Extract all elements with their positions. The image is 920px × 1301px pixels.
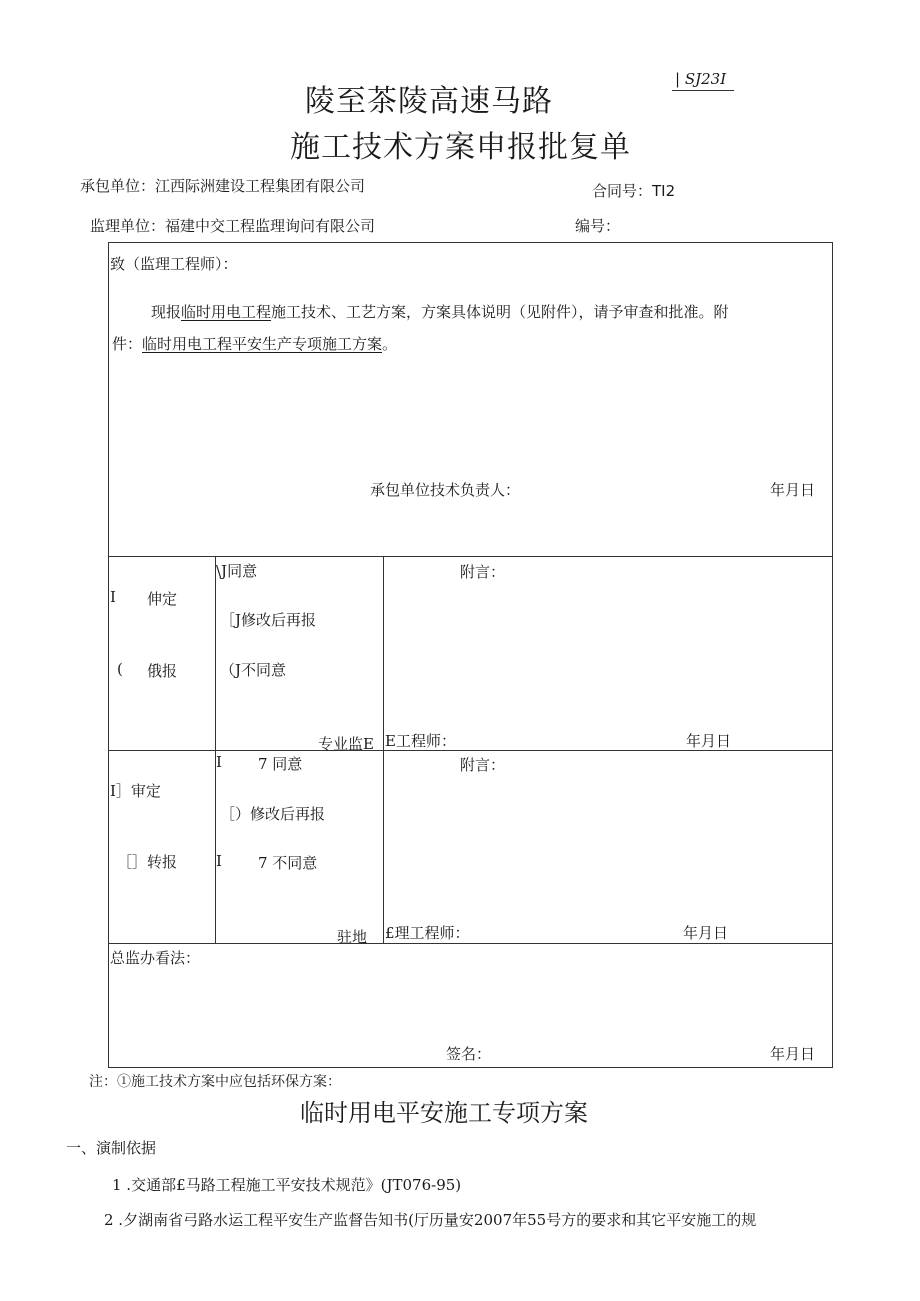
s2-option-disagree[interactable]: （J不同意 [220,661,287,679]
s3-option-disagree-a: I [216,852,222,870]
section4-date: 年月日 [770,1045,816,1063]
submission-body-line1 [151,301,729,322]
footnote: 注：①施工技术方案中应包括环保方案： [89,1074,341,1090]
s3-option-disagree[interactable]: 7 不同意 [258,854,318,872]
section1-date: 年月日 [770,481,816,499]
body-line2-pre: 件： [112,335,143,353]
s3-option-revise[interactable]: ［）修改后再报 [220,805,326,823]
contractor-label: 承包单位： [80,177,156,195]
s2-option-agree[interactable]: \J同意 [216,562,258,580]
contract-no-value: TI2 [652,182,676,200]
row-divider-3 [108,943,833,944]
contract-no-label: 合同号： [592,182,653,200]
contractor-value: 江西际洲建设工程集团有限公司 [155,177,366,195]
body-attachment: 临时用电工程平安生产专项施工方案 [142,335,383,353]
supervisor-value: 福建中交工程监理询问有限公司 [165,217,376,235]
s3-date: 年月日 [683,924,729,942]
basis-item-1: 1 .交通部£马路工程施工平安技术规范》(JT076-95) [112,1176,462,1194]
s3-sign-left: 驻地 [337,928,368,946]
director-opinion-label: 总监办看法： [110,949,201,967]
title-line2: 施工技术方案申报批复单 [290,130,631,165]
s3-left-2: ［］转报 [117,853,178,871]
s3-option-agree-a: I [216,753,222,771]
supervisor-row [90,215,375,236]
director-sign-label: 签名： [446,1045,492,1063]
form-code: | SJ23I [675,70,727,88]
s2-date: 年月日 [686,732,732,750]
s2-left-2b: 俄报 [147,662,178,680]
title-line1: 陵至茶陵高速马路 [305,84,553,119]
heading-basis: 一、演制依据 [66,1139,157,1157]
s2-sign-left: 专业监E [318,735,374,753]
row-divider-1 [108,556,833,557]
contractor-row [80,175,365,196]
s2-left-1b: 伸定 [147,590,178,608]
s3-sign-right: £理工程师： [385,924,470,942]
to-line: 致（监理工程师）： [110,255,238,273]
s2-sign-right: E工程师： [385,732,456,750]
serial-label: 编号： [575,217,621,235]
basis-item-2: 2 .夕湖南省弓路水运工程平安生产监督告知书(厅历量安2007年55号方的要求和其它平安施工的规 [104,1211,757,1229]
body-pre: 现报 [151,303,182,321]
form-code-underline [672,90,734,91]
submission-body-line2 [112,333,397,354]
form-table [108,242,833,1068]
col-divider-b [383,556,384,943]
s3-left-1: I］审定 [110,782,161,800]
s2-left-2a: ( [117,660,123,678]
supervisor-label: 监理单位： [90,217,166,235]
s3-option-agree[interactable]: 7 同意 [258,755,303,773]
body-end: 。 [382,335,398,353]
s2-left-1a: I [110,588,116,606]
contractor-sign-label: 承包单位技术负责人： [370,481,521,499]
plan-title: 临时用电平安施工专项方案 [300,1099,588,1127]
contract-no-row [592,180,675,201]
s2-option-revise[interactable]: ［J修改后再报 [220,611,317,629]
col-divider-a [215,556,216,943]
s2-attach-label: 附言： [460,563,506,581]
body-project: 临时用电工程 [181,303,272,321]
s3-attach-label: 附言： [460,756,506,774]
body-mid: 施工技术、工艺方案，方案具体说明（见附件），请予审查和批准。附 [271,303,729,321]
